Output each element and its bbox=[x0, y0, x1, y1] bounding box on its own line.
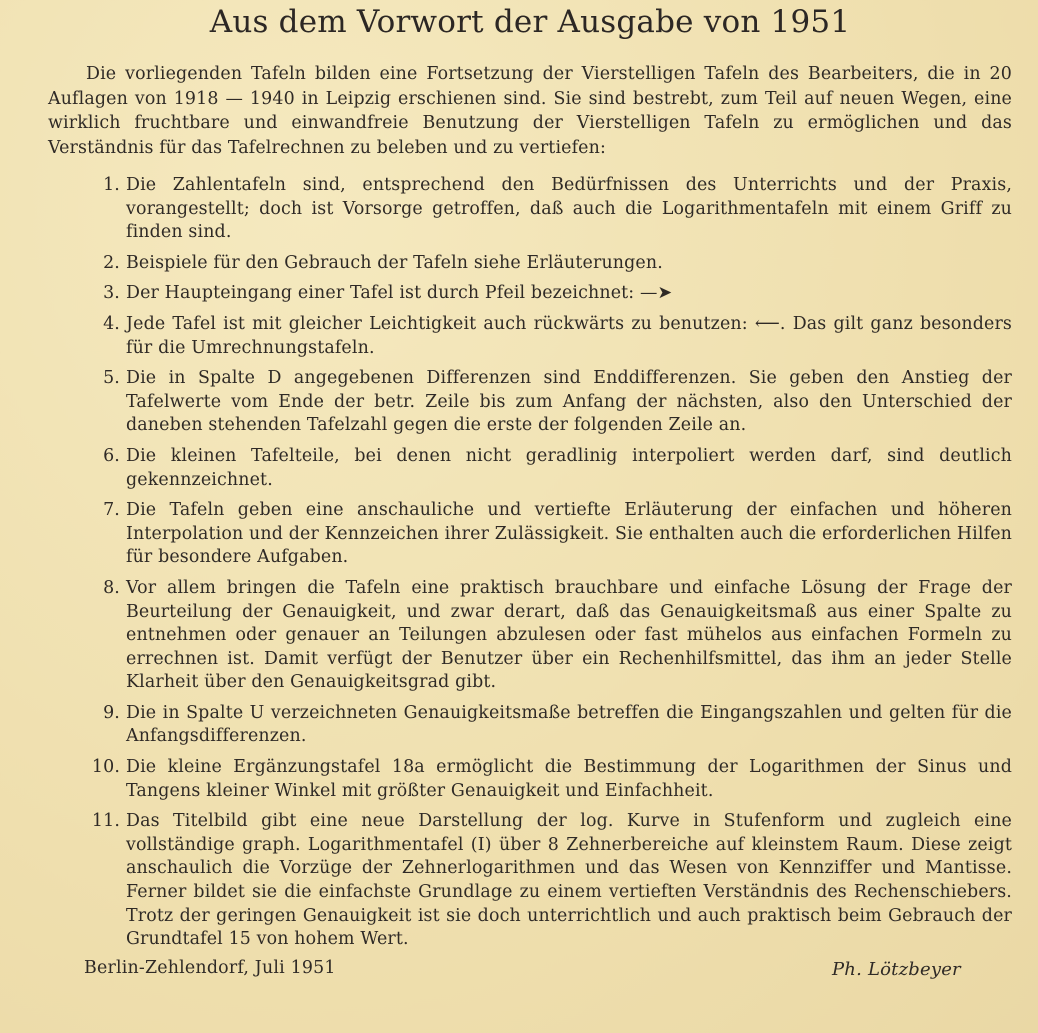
list-item bbox=[48, 702, 1012, 749]
list-item bbox=[48, 499, 1012, 570]
list-item-number: 9. bbox=[103, 702, 120, 723]
list-item-number: 5. bbox=[103, 368, 120, 389]
page-title: Aus dem Vorwort der Ausgabe von 1951 bbox=[209, 4, 851, 40]
list-item-text: Der Haupteingang einer Tafel ist durch Pfeil bezeichnet: —➤ bbox=[126, 283, 673, 304]
list-item bbox=[48, 313, 1012, 360]
list-item-text: Die Zahlentafeln sind, entsprechend den Bedürfnissen des Unterrichts und der Praxis, vorangestellt; doch ist Vorsorge getroffen, daß auch die Logarithmentafeln mit einem Griff zu finden sind. bbox=[126, 175, 1012, 243]
list-item-text: Die kleinen Tafelteile, bei denen nicht geradlinig interpoliert werden darf, sind deutlich gekennzeichnet. bbox=[126, 445, 1012, 490]
list-item-text: Das Titelbild gibt eine neue Darstellung der log. Kurve in Stufenform und zugleich eine vollständige graph. Logarithmentafel (I) über 8 Zehnerbereiche auf kleinstem Raum. Diese zeigt anschaulich die Vorzüge der Zehnerlogarithmen und das Wesen von Kennziffer und Mantisse. Ferner bildet sie die einfachste Grundlage zu einem vertieften Verständnis des Rechenschiebers. Trotz der geringen Genauigkeit ist sie doch unterrichtlich und auch praktisch beim Gebrauch der Grundtafel 15 von hohem Wert. bbox=[126, 811, 1012, 950]
list-item bbox=[48, 445, 1012, 492]
list-item-number: 3. bbox=[103, 283, 120, 304]
list-item-number: 2. bbox=[103, 252, 120, 273]
place-date: Berlin-Zehlendorf, Juli 1951 bbox=[84, 958, 336, 978]
list-item-text: Die in Spalte U verzeichneten Genauigkeitsmaße betreffen die Eingangszahlen und gelten für die Anfangsdifferenzen. bbox=[126, 702, 1012, 747]
list-item-text: Die kleine Ergänzungstafel 18a ermöglicht die Bestimmung der Logarithmen der Sinus und Tangens kleiner Winkel mit größter Genauigkeit und Einfachheit. bbox=[126, 757, 1012, 801]
list-item bbox=[48, 174, 1012, 245]
list-item-number: 11. bbox=[91, 811, 120, 832]
intro-paragraph: Die vorliegenden Tafeln bilden eine Fortsetzung der Vierstelligen Tafeln des Bearbeiters, die in 20 Auflagen von 1918 — 1940 in Leipzig erschienen sind. Sie sind bestrebt, zum Teil auf neuen Wegen, eine wirklich fruchtbare und einwandfreie Benutzung der Vierstelligen Tafeln zu ermöglichen und das Verständnis für das Tafelrechnen zu beleben und zu vertiefen: bbox=[48, 64, 1012, 158]
list-item bbox=[48, 577, 1012, 695]
list-item-number: 6. bbox=[103, 445, 120, 466]
list-item-text: Jede Tafel ist mit gleicher Leichtigkeit auch rückwärts zu benutzen: ⟵. Das gilt ganz besonders für die Umrechnungstafeln. bbox=[126, 313, 1012, 358]
list-item bbox=[48, 367, 1012, 438]
list-item-number: 10. bbox=[91, 757, 120, 778]
list-item bbox=[48, 282, 1012, 306]
author-signature: Ph. Lötzbeyer bbox=[832, 959, 961, 980]
list-item-number: 8. bbox=[103, 577, 120, 598]
numbered-list bbox=[48, 174, 1012, 959]
list-item-text: Die Tafeln geben eine anschauliche und vertiefte Erläuterung der einfachen und höheren Interpolation und der Kennzeichen ihrer Zulässigkeit. Sie enthalten auch die erforderlichen Hilfen für besondere Aufgaben. bbox=[126, 500, 1012, 568]
list-item-text: Vor allem bringen die Tafeln eine praktisch brauchbare und einfache Lösung der Frage der Beurteilung der Genauigkeit, und zwar derart, daß das Genauigkeitsmaß aus einer Spalte zu entnehmen oder genauer an Teilungen abzulesen oder fast mühelos aus einfachen Formeln zu errechnen ist. Damit verfügt der Benutzer über ein Rechenhilfsmittel, das ihm an jeder Stelle Klarheit über den Genauigkeitsgrad gibt. bbox=[126, 577, 1012, 693]
list-item-number: 1. bbox=[103, 175, 120, 195]
list-item bbox=[48, 252, 1012, 276]
list-item-text: Die in Spalte D angegebenen Differenzen sind Enddifferenzen. Sie geben den Anstieg der Tafelwerte vom Ende der betr. Zeile bis zum Anfang der nächsten, also den Unterschied der daneben stehenden Tafelzahl gegen die erste der folgenden Zeile an. bbox=[126, 368, 1012, 436]
list-item bbox=[48, 810, 1012, 952]
list-item bbox=[48, 756, 1012, 803]
list-item-number: 7. bbox=[103, 500, 120, 521]
list-item-text: Beispiele für den Gebrauch der Tafeln siehe Erläuterungen. bbox=[126, 252, 663, 273]
list-item-number: 4. bbox=[103, 313, 120, 334]
